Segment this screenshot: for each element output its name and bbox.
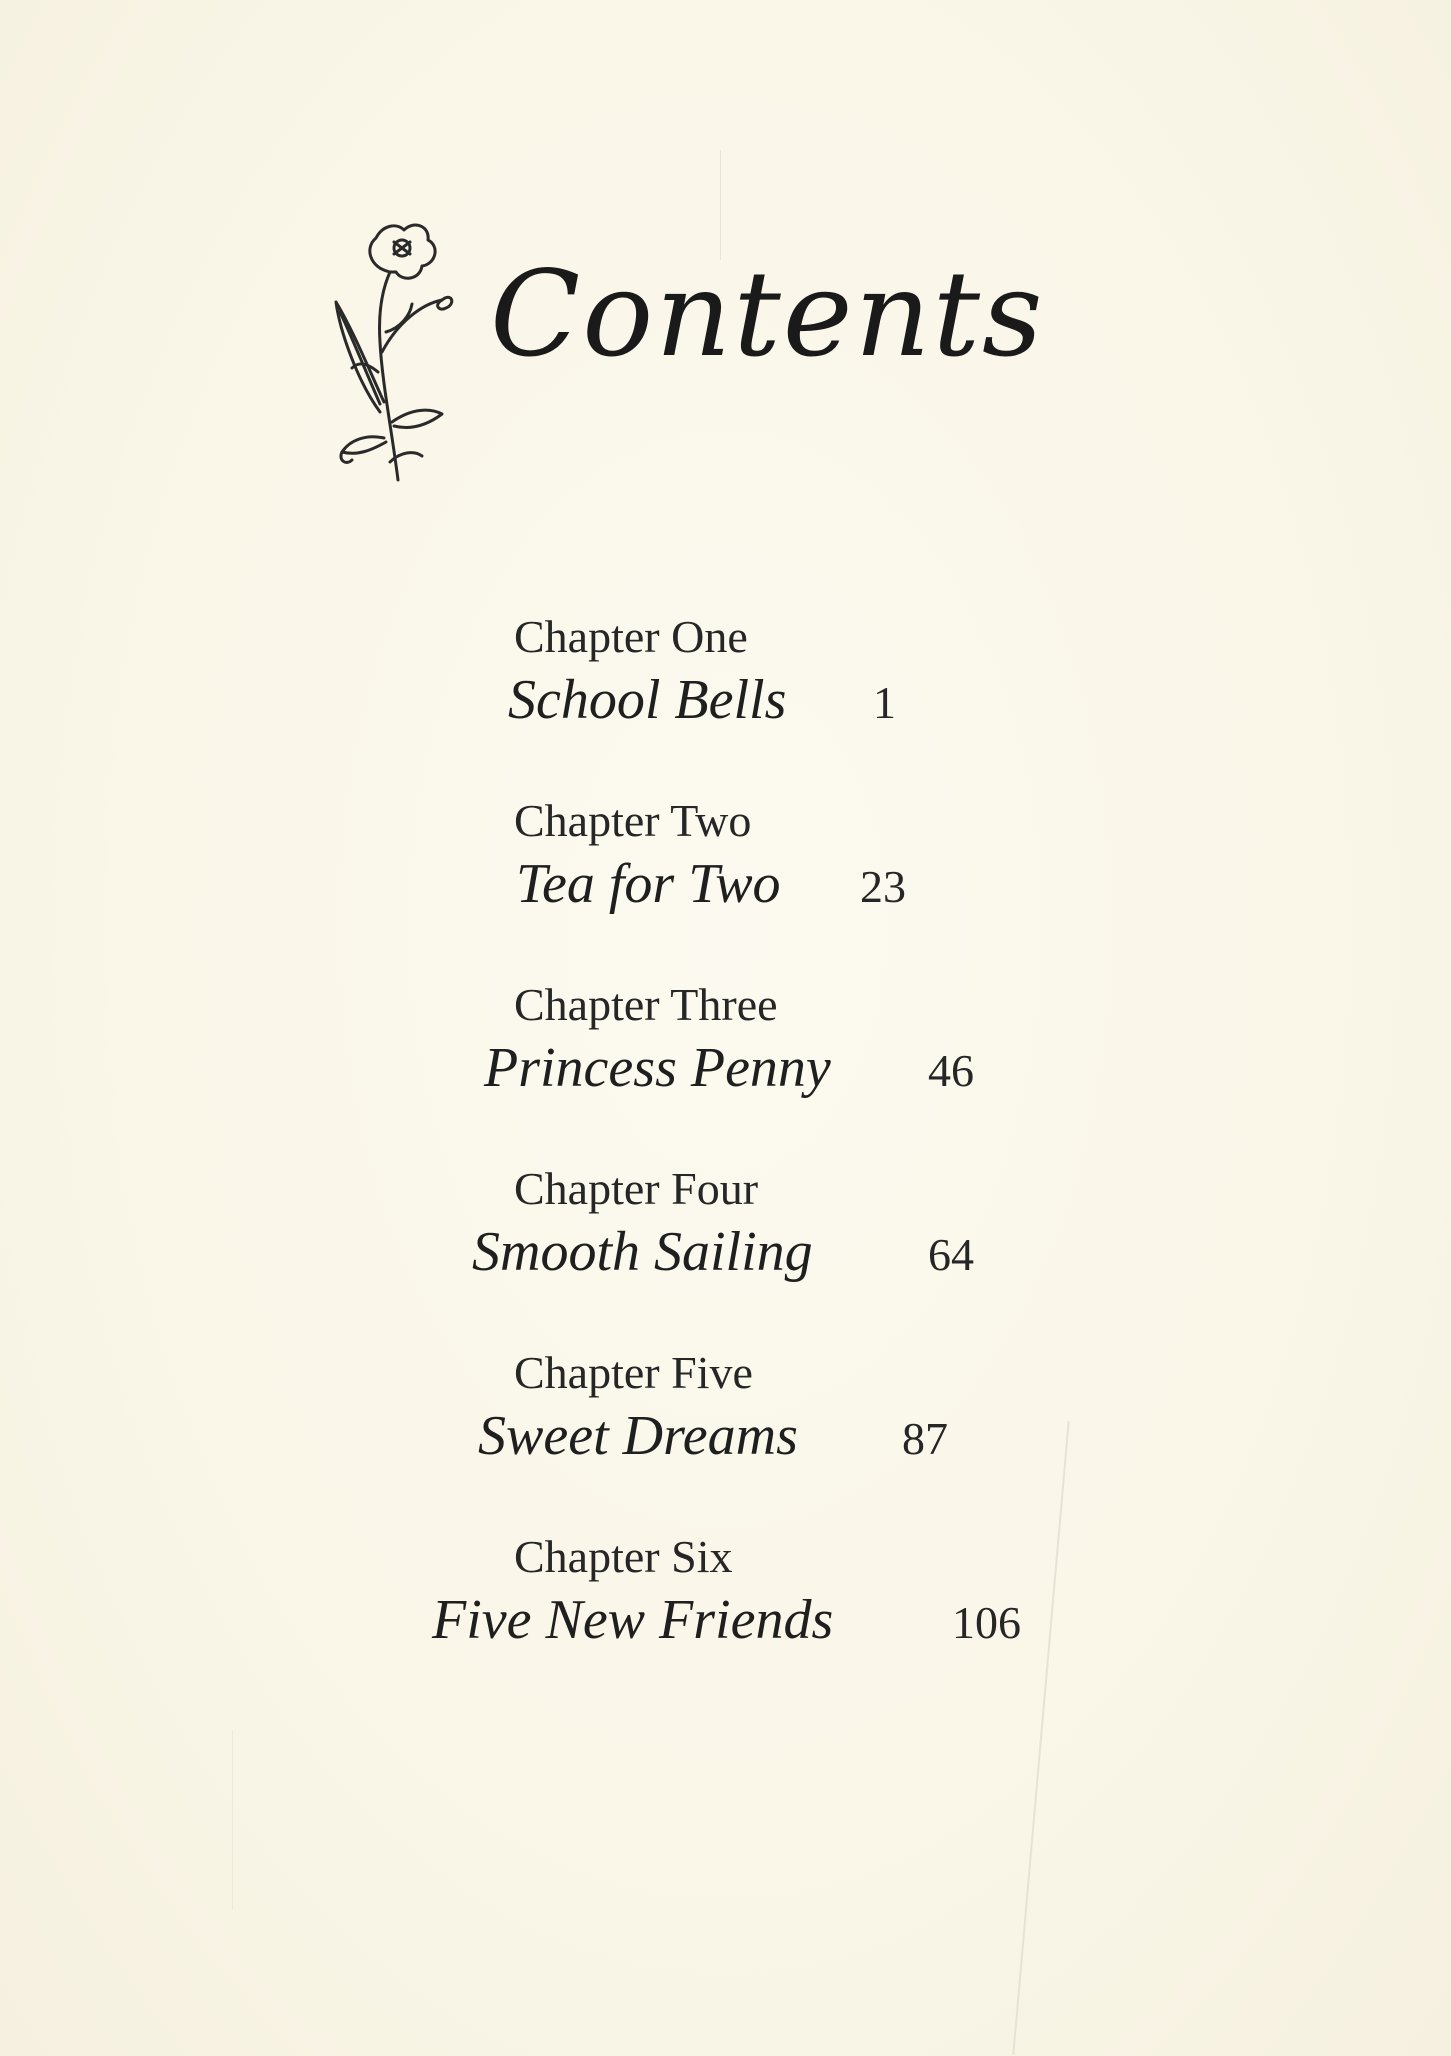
toc-entry-4	[0, 1163, 1451, 1326]
chapter-page-number: 23	[860, 861, 906, 912]
toc-entry-2	[0, 795, 1451, 958]
toc-entry-1	[0, 611, 1451, 774]
chapter-title: School Bells	[508, 669, 787, 731]
chapter-title: Sweet Dreams	[478, 1405, 798, 1467]
chapter-page-number: 46	[928, 1045, 974, 1096]
chapter-title: Five New Friends	[432, 1589, 834, 1651]
toc-entry-3	[0, 979, 1451, 1142]
page-title: Contents	[490, 245, 1045, 383]
chapter-page-number: 106	[952, 1597, 1021, 1648]
chapter-label: Chapter Six	[514, 1531, 733, 1582]
chapter-page-number: 64	[928, 1229, 974, 1280]
chapter-label: Chapter One	[514, 611, 748, 662]
chapter-page-number: 1	[873, 677, 896, 728]
contents-heading	[330, 200, 1045, 500]
chapter-title: Smooth Sailing	[472, 1221, 813, 1283]
chapter-label: Chapter Four	[514, 1163, 759, 1214]
toc-entry-6	[0, 1531, 1451, 1694]
scan-crease	[232, 1730, 233, 1910]
toc-entry-5	[0, 1347, 1451, 1510]
chapter-label: Chapter Five	[514, 1347, 753, 1398]
chapter-label: Chapter Three	[514, 979, 778, 1030]
chapter-page-number: 87	[902, 1413, 948, 1464]
flower-icon	[330, 212, 460, 492]
chapter-title: Tea for Two	[516, 853, 781, 915]
chapter-title: Princess Penny	[484, 1037, 831, 1099]
chapter-label: Chapter Two	[514, 795, 752, 846]
scan-crease	[1012, 1421, 1069, 2055]
